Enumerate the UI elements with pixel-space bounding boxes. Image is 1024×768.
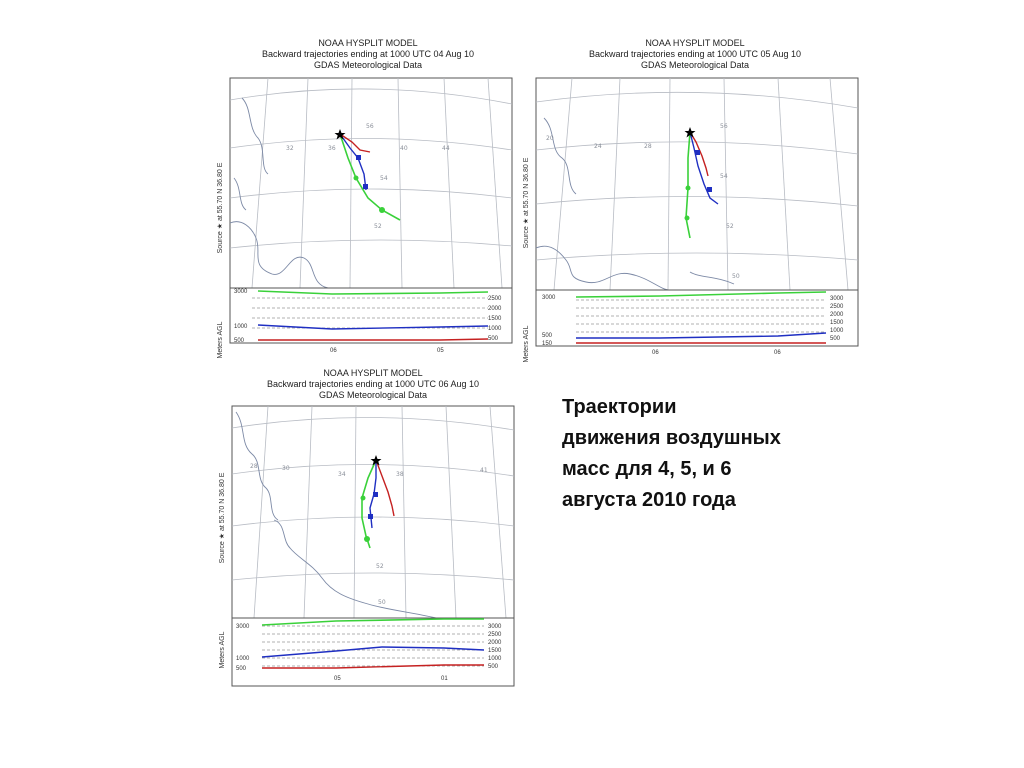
trajectory-panel-aug05 — [520, 38, 860, 363]
svg-text:500: 500 — [488, 336, 499, 342]
map-frame — [232, 406, 514, 618]
source-label: Source ★ at 55.70 N 36.80 E — [523, 157, 530, 249]
svg-text:56: 56 — [366, 123, 374, 130]
svg-text:01: 01 — [441, 676, 448, 682]
svg-text:1500: 1500 — [830, 320, 844, 326]
svg-text:3000: 3000 — [234, 289, 248, 295]
trajectory-chart — [212, 368, 522, 690]
trajectory-marker — [695, 150, 700, 155]
svg-text:40: 40 — [400, 145, 408, 152]
model-title: NOAA HYSPLIT MODEL — [323, 368, 423, 378]
svg-text:3000: 3000 — [542, 295, 556, 301]
svg-text:54: 54 — [380, 175, 388, 182]
panel-subtitle: Backward trajectories ending at 1000 UTC 05 Aug 10 — [588, 49, 802, 59]
svg-text:52: 52 — [376, 563, 384, 570]
height-profile-frame — [230, 288, 512, 343]
svg-text:50: 50 — [732, 273, 740, 280]
svg-text:24: 24 — [594, 143, 602, 150]
trajectory-panel-aug06 — [212, 368, 522, 690]
svg-text:44: 44 — [442, 145, 450, 152]
height-axis-label: Meters AGL — [217, 321, 224, 359]
data-source: GDAS Meteorological Data — [313, 60, 423, 70]
svg-text:34: 34 — [338, 471, 346, 478]
svg-text:30: 30 — [282, 465, 290, 472]
trajectory-panel-aug04 — [212, 38, 512, 358]
svg-text:54: 54 — [720, 173, 728, 180]
svg-text:1000: 1000 — [830, 328, 844, 334]
data-source: GDAS Meteorological Data — [318, 390, 428, 400]
trajectory-marker — [685, 216, 690, 221]
time-labels — [652, 350, 781, 356]
trajectory-marker — [361, 496, 366, 501]
svg-text:500: 500 — [488, 664, 499, 670]
time-labels — [330, 348, 444, 354]
model-title: NOAA HYSPLIT MODEL — [645, 38, 745, 48]
svg-text:56: 56 — [720, 123, 728, 130]
trajectory-chart — [212, 38, 512, 358]
svg-text:500: 500 — [830, 336, 841, 342]
svg-text:500: 500 — [234, 338, 245, 344]
svg-text:500: 500 — [236, 666, 247, 672]
source-label: Source ★ at 55.70 N 36.80 E — [219, 472, 226, 564]
svg-text:1000: 1000 — [488, 326, 502, 332]
svg-text:36: 36 — [328, 145, 336, 152]
trajectory-chart — [520, 38, 860, 363]
data-source: GDAS Meteorological Data — [640, 60, 750, 70]
height-axis-label: Meters AGL — [523, 325, 530, 363]
trajectory-marker — [379, 207, 385, 213]
svg-text:05: 05 — [437, 348, 444, 354]
svg-text:2500: 2500 — [488, 296, 502, 302]
trajectory-marker — [707, 187, 712, 192]
svg-text:1000: 1000 — [488, 656, 502, 662]
svg-text:3000: 3000 — [830, 296, 844, 302]
trajectory-marker — [356, 155, 361, 160]
panel-subtitle: Backward trajectories ending at 1000 UTC 04 Aug 10 — [261, 49, 475, 59]
svg-text:06: 06 — [774, 350, 781, 356]
svg-text:1000: 1000 — [234, 324, 248, 330]
svg-text:52: 52 — [374, 223, 382, 230]
svg-text:3000: 3000 — [488, 624, 502, 630]
svg-text:38: 38 — [396, 471, 404, 478]
source-label: Source ★ at 55.70 N 36.80 E — [217, 162, 224, 254]
svg-text:41: 41 — [480, 467, 488, 474]
svg-text:1000: 1000 — [236, 656, 250, 662]
svg-text:28: 28 — [644, 143, 652, 150]
model-title: NOAA HYSPLIT MODEL — [318, 38, 418, 48]
svg-text:06: 06 — [330, 348, 337, 354]
trajectory-marker — [363, 184, 368, 189]
svg-text:28: 28 — [250, 463, 258, 470]
height-profile-frame — [232, 618, 514, 686]
trajectory-marker — [686, 186, 691, 191]
svg-text:52: 52 — [726, 223, 734, 230]
trajectory-marker — [373, 492, 378, 497]
svg-text:500: 500 — [542, 333, 553, 339]
svg-text:32: 32 — [286, 145, 294, 152]
svg-text:2000: 2000 — [830, 312, 844, 318]
height-axis-label: Meters AGL — [219, 631, 226, 669]
map-frame — [230, 78, 512, 288]
slide-caption: Траектории движения воздушных масс для 4, 5, и 6 августа 2010 года — [562, 396, 781, 511]
svg-text:3000: 3000 — [236, 624, 250, 630]
svg-text:2500: 2500 — [830, 304, 844, 310]
svg-text:50: 50 — [378, 599, 386, 606]
trajectory-marker — [368, 514, 373, 519]
panel-subtitle: Backward trajectories ending at 1000 UTC 06 Aug 10 — [266, 379, 480, 389]
svg-text:2500: 2500 — [488, 632, 502, 638]
svg-text:150: 150 — [542, 341, 553, 347]
svg-text:06: 06 — [652, 350, 659, 356]
svg-text:1500: 1500 — [488, 648, 502, 654]
svg-text:05: 05 — [334, 676, 341, 682]
trajectory-marker — [354, 176, 359, 181]
svg-text:20: 20 — [546, 135, 554, 142]
svg-text:2000: 2000 — [488, 640, 502, 646]
trajectory-marker — [364, 536, 370, 542]
svg-text:2000: 2000 — [488, 306, 502, 312]
map-frame — [536, 78, 858, 290]
svg-text:1500: 1500 — [488, 316, 502, 322]
